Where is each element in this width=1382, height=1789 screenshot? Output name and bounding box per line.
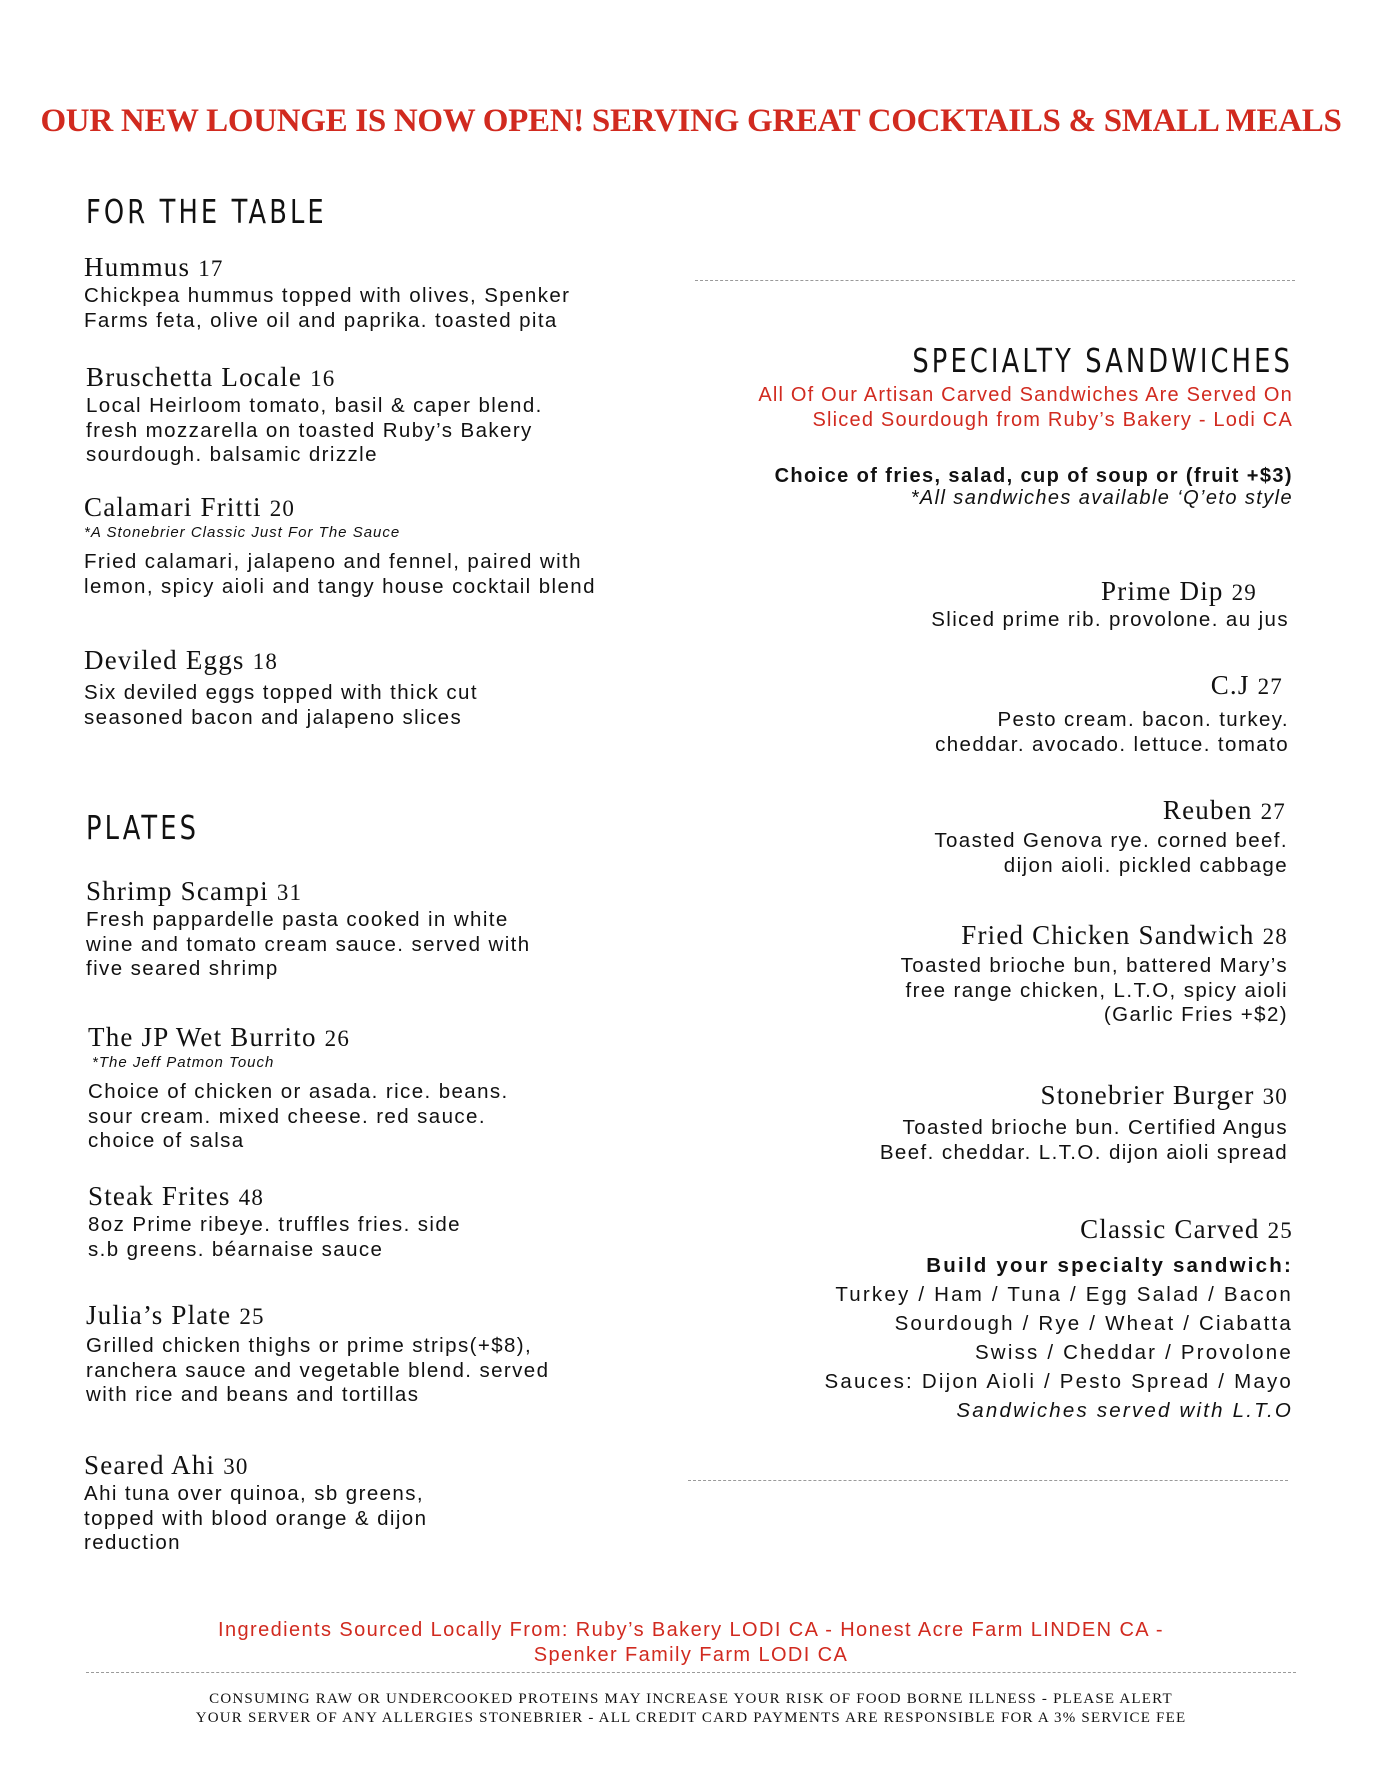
- sourcing-note: [0, 1618, 1382, 1667]
- footer-divider: [86, 1672, 1296, 1673]
- disclaimer: [0, 1690, 1382, 1728]
- menu-item-steak-frites: [88, 1181, 461, 1262]
- item-desc-line: Beef. cheddar. L.T.O. dijon aioli spread: [879, 1140, 1288, 1164]
- item-desc-line: ranchera sauce and vegetable blend. served: [86, 1358, 550, 1382]
- menu-item-classic-carved: [824, 1214, 1293, 1425]
- item-desc-line: Chickpea hummus topped with olives, Spenker: [84, 284, 571, 307]
- subtitle-line: Sliced Sourdough from Ruby’s Bakery - Lodi CA: [812, 408, 1293, 431]
- item-desc-line: free range chicken, L.T.O, spicy aioli: [905, 978, 1288, 1002]
- item-desc-line: Ahi tuna over quinoa, sb greens,: [84, 1482, 424, 1505]
- item-desc-line: Fried calamari, jalapeno and fennel, paired with: [84, 550, 582, 573]
- build-option-line: Sauces: Dijon Aioli / Pesto Spread / Mayo: [824, 1370, 1293, 1393]
- build-option-line: Turkey / Ham / Tuna / Egg Salad / Bacon: [835, 1283, 1293, 1306]
- lounge-banner: OUR NEW LOUNGE IS NOW OPEN! SERVING GREAT COCKTAILS & SMALL MEALS: [40, 103, 1342, 139]
- item-desc-line: Six deviled eggs topped with thick cut: [84, 681, 478, 704]
- item-desc-line: wine and tomato cream sauce. served with: [86, 932, 531, 956]
- item-desc-line: 8oz Prime ribeye. truffles fries. side: [88, 1213, 461, 1236]
- item-name: Reuben: [1162, 795, 1253, 825]
- item-desc-line: Grilled chicken thighs or prime strips(+$8),: [86, 1334, 533, 1357]
- item-desc-line: five seared shrimp: [86, 957, 279, 980]
- item-desc-line: Choice of chicken or asada. rice. beans.: [88, 1080, 509, 1103]
- menu-item-deviled-eggs: [84, 645, 478, 730]
- item-desc-line: Sliced prime rib. provolone. au jus: [931, 608, 1289, 631]
- item-name: Prime Dip: [1101, 576, 1224, 606]
- item-name: C.J: [1210, 670, 1250, 700]
- item-price: 30: [223, 1454, 249, 1479]
- item-name: Bruschetta Locale: [86, 362, 303, 392]
- item-desc-line: fresh mozzarella on toasted Ruby’s Bakery: [86, 418, 533, 442]
- item-desc-line: lemon, spicy aioli and tangy house cocktail blend: [84, 574, 596, 598]
- item-desc-line: topped with blood orange & dijon: [84, 1506, 428, 1530]
- menu-item-jp-wet-burrito: [88, 1022, 509, 1154]
- menu-item-prime-dip: [931, 576, 1289, 633]
- item-name: Julia’s Plate: [86, 1300, 232, 1330]
- item-name: Hummus: [84, 252, 191, 282]
- item-name: Deviled Eggs: [84, 645, 245, 675]
- menu-item-shrimp-scampi: [86, 876, 531, 982]
- menu-item-julias-plate: [86, 1300, 549, 1408]
- item-desc-line: (Garlic Fries +$2): [1103, 1003, 1288, 1026]
- qeto-style-note: *All sandwiches available ‘Q’eto style: [910, 487, 1293, 509]
- item-price: 25: [1267, 1218, 1293, 1243]
- item-desc-line: Toasted Genova rye. corned beef.: [934, 829, 1288, 852]
- item-price: 30: [1262, 1084, 1288, 1109]
- menu-item-cj: [935, 670, 1289, 757]
- item-price: 16: [310, 366, 336, 391]
- menu-item-calamari: [84, 492, 596, 599]
- menu-item-reuben: [934, 795, 1288, 878]
- disclaimer-line: CONSUMING RAW OR UNDERCOOKED PROTEINS MAY INCREASE YOUR RISK OF FOOD BORNE ILLNESS - PLEASE ALERT: [209, 1691, 1173, 1707]
- plates-title: PLATES: [86, 808, 200, 847]
- disclaimer-line: YOUR SERVER OF ANY ALLERGIES STONEBRIER - ALL CREDIT CARD PAYMENTS ARE RESPONSIBLE FOR A 3% SERVICE FEE: [195, 1710, 1187, 1726]
- served-with-note: Sandwiches served with L.T.O: [956, 1399, 1293, 1422]
- item-name: Calamari Fritti: [84, 492, 262, 522]
- item-name: Fried Chicken Sandwich: [961, 920, 1255, 950]
- item-desc-line: choice of salsa: [88, 1129, 245, 1152]
- item-price: 25: [239, 1304, 265, 1329]
- item-desc-line: sourdough. balsamic drizzle: [86, 443, 378, 466]
- item-note: *The Jeff Patmon Touch: [92, 1054, 275, 1071]
- item-price: 29: [1231, 580, 1257, 605]
- item-name: Steak Frites: [88, 1181, 231, 1211]
- menu-item-hummus: [84, 252, 570, 333]
- item-desc-line: with rice and beans and tortillas: [86, 1383, 420, 1406]
- item-price: 27: [1257, 674, 1283, 699]
- item-price: 17: [198, 256, 224, 281]
- item-name: Stonebrier Burger: [1040, 1080, 1255, 1110]
- item-desc-line: reduction: [84, 1531, 181, 1554]
- item-desc-line: s.b greens. béarnaise sauce: [88, 1237, 384, 1261]
- sandwich-sides-note: [775, 465, 1293, 509]
- menu-item-seared-ahi: [84, 1450, 427, 1556]
- build-option-line: Sourdough / Rye / Wheat / Ciabatta: [894, 1312, 1293, 1335]
- item-desc-line: cheddar. avocado. lettuce. tomato: [935, 732, 1289, 756]
- item-price: 26: [324, 1026, 351, 1051]
- item-price: 28: [1262, 924, 1288, 949]
- item-desc-line: Toasted brioche bun. Certified Angus: [902, 1116, 1288, 1139]
- item-desc-line: sour cream. mixed cheese. red sauce.: [88, 1104, 486, 1128]
- item-desc-line: Pesto cream. bacon. turkey.: [997, 708, 1289, 731]
- item-price: 18: [252, 649, 279, 674]
- menu-item-stonebrier-burger: [880, 1080, 1288, 1165]
- sourcing-line: Spenker Family Farm LODI CA: [533, 1643, 849, 1666]
- item-desc-line: Farms feta, olive oil and paprika. toasted pita: [84, 308, 558, 332]
- bottom-right-divider: [688, 1480, 1288, 1481]
- item-desc-line: seasoned bacon and jalapeno slices: [84, 705, 463, 729]
- menu-item-bruschetta: [86, 362, 543, 468]
- item-desc-line: Toasted brioche bun, battered Mary’s: [900, 954, 1288, 977]
- item-name: Seared Ahi: [84, 1450, 216, 1480]
- build-option-line: Swiss / Cheddar / Provolone: [974, 1341, 1293, 1364]
- item-desc-line: dijon aioli. pickled cabbage: [1003, 853, 1288, 877]
- item-name: Classic Carved: [1080, 1214, 1260, 1244]
- item-name: The JP Wet Burrito: [88, 1022, 317, 1052]
- sides-choice: Choice of fries, salad, cup of soup or (fruit +$3): [774, 465, 1293, 487]
- menu-item-fried-chicken-sandwich: [901, 920, 1288, 1028]
- subtitle-line: All Of Our Artisan Carved Sandwiches Are Served On: [758, 384, 1293, 406]
- sourcing-line: Ingredients Sourced Locally From: Ruby’s Bakery LODI CA - Honest Acre Farm LINDEN CA -: [218, 1619, 1164, 1641]
- specialty-sandwiches-title: SPECIALTY SANDWICHES: [912, 341, 1293, 380]
- item-desc-line: Local Heirloom tomato, basil & caper blend.: [86, 394, 543, 417]
- item-price: 31: [276, 880, 303, 905]
- build-heading: Build your specialty sandwich:: [926, 1254, 1293, 1277]
- item-name: Shrimp Scampi: [86, 876, 269, 906]
- item-note: *A Stonebrier Classic Just For The Sauce: [84, 524, 401, 541]
- item-price: 48: [238, 1185, 265, 1210]
- for-the-table-title: FOR THE TABLE: [86, 192, 327, 231]
- item-price: 27: [1260, 799, 1286, 824]
- item-desc-line: Fresh pappardelle pasta cooked in white: [86, 908, 509, 931]
- top-right-divider: [695, 280, 1295, 281]
- sandwiches-subtitle: [758, 383, 1293, 432]
- item-price: 20: [269, 496, 296, 521]
